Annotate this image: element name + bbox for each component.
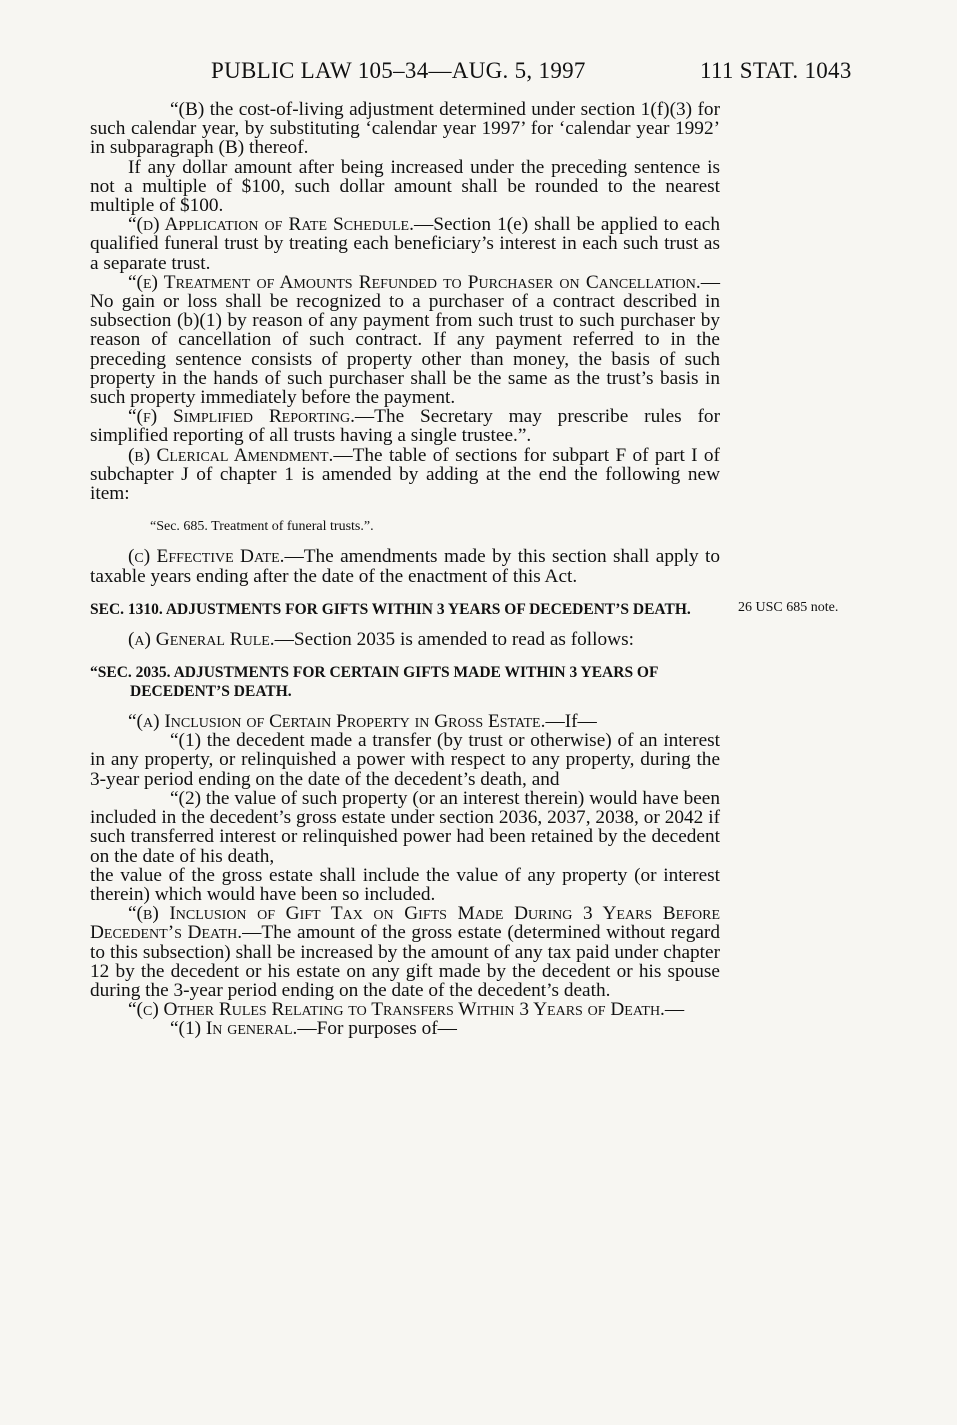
heading-2035-a: “(a) Inclusion of Certain Property in Gross Estate. [128,711,546,733]
body-2035-b: —The amount of the gross estate (determined without regard to this subsection) shall be increased by the amount of any tax paid under chapter 12 by the decedent or his estate on any gift made by the decedent or his spouse during the 3-year period ending on the date of the decedent’s death. [90,922,720,1001]
heading-clerical: (b) Clerical Amendment. [128,444,334,466]
section-2035-number: “SEC. 2035. [90,664,171,682]
heading-2035-c: “(c) Other Rules Relating to Transfers Within 3 Years of Death. [128,999,665,1021]
paragraph-e [90,273,720,407]
running-header-stat-page: 111 STAT. 1043 [700,58,852,83]
running-header-law: PUBLIC LAW 105–34—AUG. 5, 1997 [211,58,586,83]
paragraph-effective-date [90,547,720,585]
paragraph-rounding: If any dollar amount after being increased under the preceding sentence is not a multiple of $100, such dollar amount shall be rounded to the nearest multiple of $100. [90,156,720,217]
body-d: —Section 1(e) shall be applied to each qualified funeral trust by treating each beneficiary’s interest in each such trust as a separate trust. [90,214,720,274]
heading-d: “(d) Application of Rate Schedule. [128,214,414,236]
heading-f: “(f) Simplified Reporting. [128,406,355,428]
paragraph-general-rule [90,630,720,649]
body-2035-c: — [664,999,685,1021]
paragraph-f [90,407,720,445]
paragraph-d [90,215,720,273]
body-e: —No gain or loss shall be recognized to a purchaser of a contract described in subsection (b)(1) by reason of any payment from such trust to such purchaser by reason of cancellation of such contract. If any payment referred to in the preceding sentence consists of property other than money, the basis of such property in the hands of such purchaser shall be the same as the trust’s basis in such property immediately before the payment. [90,271,720,409]
paragraph-clerical [90,446,720,504]
heading-2035-c-1: “(1) In general. [170,1018,298,1040]
paragraph-2035-a [90,712,720,731]
section-1310-title: ADJUSTMENTS FOR GIFTS WITHIN 3 YEARS OF DECEDENT’S DEATH. [165,600,691,618]
section-1310-number: SEC. 1310. [90,600,163,618]
paragraph-2035-a-flush: the value of the gross estate shall include the value of any property (or interest therein) which would have been so included. [90,864,720,905]
paragraph-2035-a-2: “(2) the value of such property (or an interest therein) would have been included in the decedent’s gross estate under section 2036, 2037, 2038, or 2042 if such transferred interest or relinquished power had been retained by the decedent on the date of his death, [90,787,720,867]
body-f: —The Secretary may prescribe rules for simplified reporting of all trusts having a single trustee.”. [90,406,720,447]
heading-2035-b: “(b) Inclusion of Gift Tax on Gifts Made During 3 Years Before Decedent’s Death. [90,903,720,944]
body-effective-date: —The amendments made by this section shall apply to taxable years ending after the date of the enactment of this Act. [90,546,720,587]
paragraph-2035-c [90,1000,720,1019]
table-item: “Sec. 685. Treatment of funeral trusts.”. [150,519,374,535]
heading-e: “(e) Treatment of Amounts Refunded to Purchaser on Cancellation. [128,271,701,293]
margin-note-usc: 26 USC 685 note. [738,600,839,615]
body-2035-c-1: —For purposes of— [297,1018,457,1040]
heading-general-rule: (a) General Rule. [128,628,275,650]
body-clerical: —The table of sections for subpart F of part I of subchapter J of chapter 1 is amended by adding at the end the following new item: [90,444,720,505]
paragraph-2035-b [90,904,720,1000]
body-general-rule: —Section 2035 is amended to read as follows: [274,628,634,650]
text-column [90,100,720,1039]
section-2035-heading [90,663,720,701]
paragraph-2035-c-1 [90,1019,720,1038]
body-2035-a: —If— [545,711,597,733]
section-1310-heading [90,600,720,619]
section-2035-title: ADJUSTMENTS FOR CERTAIN GIFTS MADE WITHIN 3 YEARS OF DECEDENT’S DEATH. [130,664,658,701]
paragraph-b-cola: “(B) the cost-of-living adjustment determined under section 1(f)(3) for such calendar year, by substituting ‘calendar year 1997’ for ‘calendar year 1992’ in subparagraph (B) thereof. [90,99,720,159]
heading-effective-date: (c) Effective Date. [128,546,285,568]
paragraph-2035-a-1: “(1) the decedent made a transfer (by trust or otherwise) of an interest in any property, or relinquished a power with respect to any property, during the 3-year period ending on the date of the decedent’s death, and [90,730,720,790]
